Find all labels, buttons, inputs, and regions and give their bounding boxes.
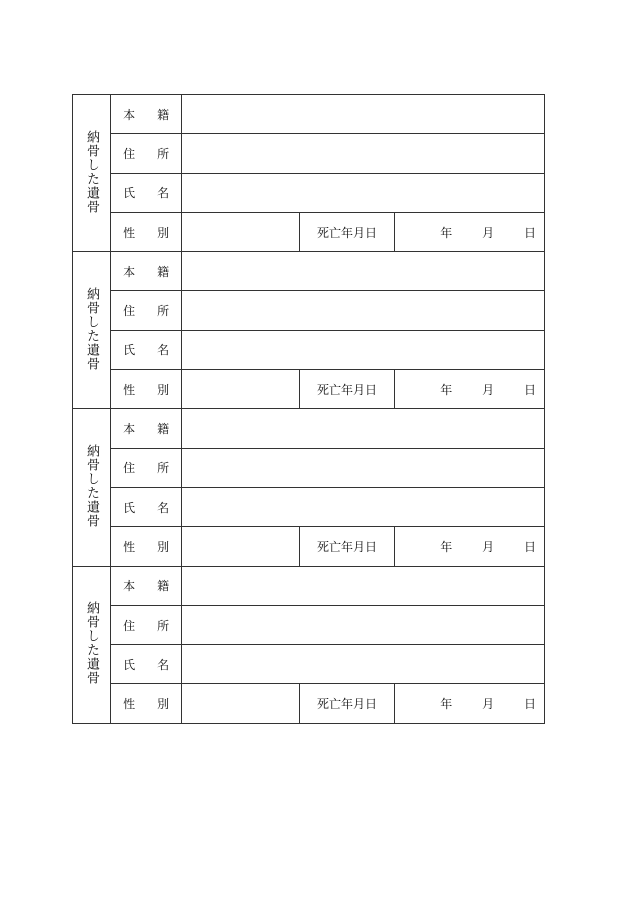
address-field[interactable]	[182, 134, 545, 173]
year-unit: 年	[440, 539, 453, 554]
gender-label: 性 別	[111, 527, 182, 566]
address-label: 住 所	[111, 291, 182, 330]
honseki-row	[73, 95, 545, 134]
honseki-label: 本 籍	[111, 566, 182, 605]
address-row	[73, 291, 545, 330]
honseki-field[interactable]	[182, 566, 545, 605]
day-unit: 日	[523, 225, 536, 240]
honseki-row	[73, 566, 545, 605]
gender-label: 性 別	[111, 684, 182, 723]
gender-field[interactable]	[182, 684, 300, 723]
name-label: 氏 名	[111, 487, 182, 526]
month-unit: 月	[482, 382, 495, 397]
month-unit: 月	[482, 697, 495, 712]
name-label: 氏 名	[111, 330, 182, 369]
name-row	[73, 487, 545, 526]
address-field[interactable]	[182, 291, 545, 330]
name-row	[73, 173, 545, 212]
death-date-field[interactable]	[394, 212, 544, 251]
honseki-field[interactable]	[182, 252, 545, 291]
gender-label: 性 別	[111, 370, 182, 409]
month-unit: 月	[482, 225, 495, 240]
gender-label: 性 別	[111, 212, 182, 251]
section-side-label: 納骨した遺骨	[73, 95, 111, 252]
address-label: 住 所	[111, 134, 182, 173]
day-unit: 日	[523, 382, 536, 397]
section-side-label: 納骨した遺骨	[73, 566, 111, 723]
gender-field[interactable]	[182, 212, 300, 251]
day-unit: 日	[523, 539, 536, 554]
gender-row	[73, 370, 545, 409]
name-field[interactable]	[182, 173, 545, 212]
month-unit: 月	[482, 539, 495, 554]
gender-row	[73, 212, 545, 251]
name-row	[73, 645, 545, 684]
death-date-field[interactable]	[394, 684, 544, 723]
honseki-field[interactable]	[182, 409, 545, 448]
year-unit: 年	[440, 225, 453, 240]
death-date-label: 死亡年月日	[300, 212, 394, 251]
address-row	[73, 134, 545, 173]
honseki-field[interactable]	[182, 95, 545, 134]
death-date-label: 死亡年月日	[300, 527, 394, 566]
section-side-label: 納骨した遺骨	[73, 252, 111, 409]
death-date-field[interactable]	[394, 370, 544, 409]
address-label: 住 所	[111, 448, 182, 487]
death-date-field[interactable]	[394, 527, 544, 566]
name-field[interactable]	[182, 487, 545, 526]
address-field[interactable]	[182, 605, 545, 644]
remains-registration-table	[72, 94, 545, 724]
name-field[interactable]	[182, 330, 545, 369]
honseki-label: 本 籍	[111, 409, 182, 448]
name-field[interactable]	[182, 645, 545, 684]
gender-row	[73, 684, 545, 723]
address-row	[73, 448, 545, 487]
gender-field[interactable]	[182, 527, 300, 566]
honseki-label: 本 籍	[111, 95, 182, 134]
honseki-row	[73, 409, 545, 448]
gender-field[interactable]	[182, 370, 300, 409]
honseki-label: 本 籍	[111, 252, 182, 291]
section-side-label: 納骨した遺骨	[73, 409, 111, 566]
name-label: 氏 名	[111, 173, 182, 212]
day-unit: 日	[523, 697, 536, 712]
death-date-label: 死亡年月日	[300, 684, 394, 723]
address-row	[73, 605, 545, 644]
honseki-row	[73, 252, 545, 291]
gender-row	[73, 527, 545, 566]
year-unit: 年	[440, 382, 453, 397]
year-unit: 年	[440, 697, 453, 712]
name-row	[73, 330, 545, 369]
address-field[interactable]	[182, 448, 545, 487]
death-date-label: 死亡年月日	[300, 370, 394, 409]
address-label: 住 所	[111, 605, 182, 644]
name-label: 氏 名	[111, 645, 182, 684]
